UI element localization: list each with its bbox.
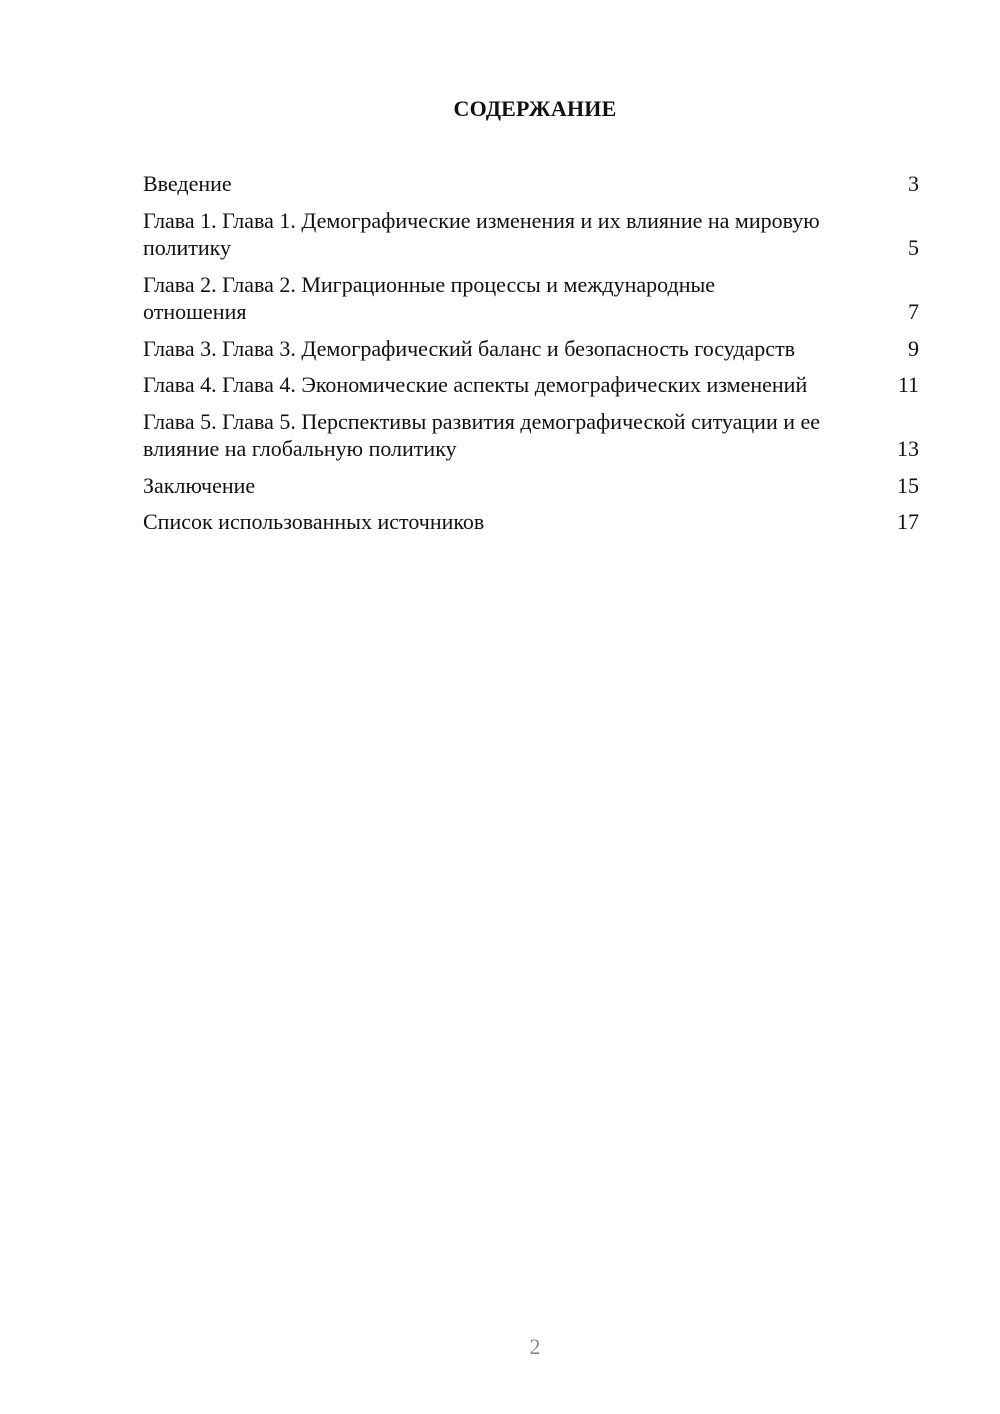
toc-title: СОДЕРЖАНИЕ — [453, 96, 617, 121]
toc-entry-chapter-2 — [143, 271, 919, 326]
toc-entry-text: Заключение — [143, 472, 256, 498]
toc-entry-chapter-5 — [143, 408, 919, 463]
toc-entry-chapter-3 — [143, 335, 919, 363]
toc-entry-page: 15 — [897, 472, 919, 498]
toc-entry-page: 5 — [908, 235, 919, 260]
toc-entry-page: 17 — [897, 509, 919, 534]
toc-entry-page: 3 — [908, 171, 919, 196]
toc-entry-chapter-4 — [143, 371, 919, 399]
toc-entry-text: Глава 2. Глава 2. Миграционные процессы и международные отношения — [143, 271, 716, 324]
toc-entry-text: Глава 5. Глава 5. Перспективы развития демографической ситуации и ее влияние на глобальную политику — [143, 408, 821, 461]
toc-entry-text: Глава 1. Глава 1. Демографические изменения и их влияние на мировую политику — [143, 207, 820, 260]
toc-entry-page: 13 — [897, 436, 919, 461]
toc-list — [143, 170, 919, 545]
toc-entry-text: Глава 4. Глава 4. Экономические аспекты демографических изменений — [143, 372, 808, 397]
toc-entry-chapter-1 — [143, 207, 919, 262]
toc-entry-references — [143, 508, 919, 536]
toc-entry-text: Введение — [143, 171, 232, 196]
toc-entry-text: Глава 3. Глава 3. Демографический баланс и безопасность государств — [143, 335, 796, 361]
toc-entry-introduction — [143, 170, 919, 198]
page-number: 2 — [529, 1334, 541, 1359]
toc-entry-text: Список использованных источников — [143, 509, 485, 534]
toc-entry-page: 7 — [908, 299, 919, 324]
toc-entry-page: 9 — [908, 335, 919, 361]
toc-entry-page: 11 — [897, 372, 919, 397]
toc-entry-conclusion — [143, 472, 919, 500]
